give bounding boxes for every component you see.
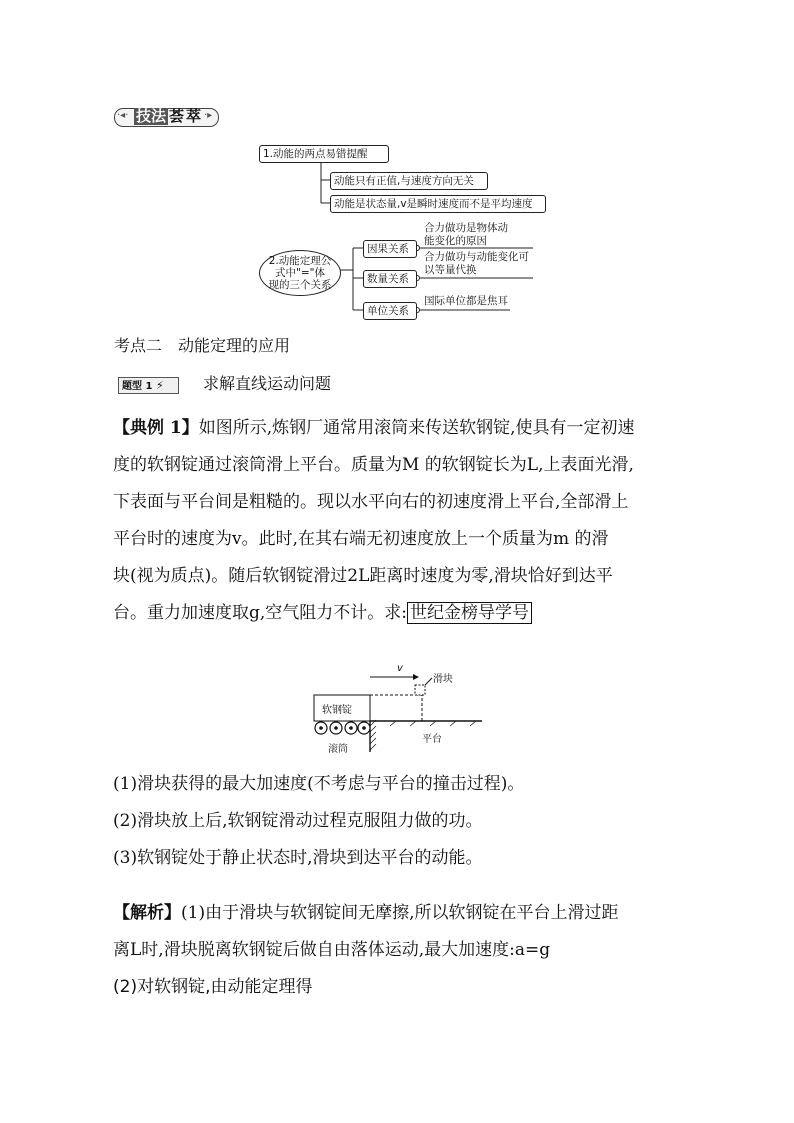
node2-line-3: 现的三个关系 — [268, 279, 332, 291]
lightning-icon: ⚡ — [155, 379, 164, 392]
relation-quantity-desc — [424, 251, 529, 277]
section-title: 考点二 动能定理的应用 — [114, 336, 291, 355]
mindmap-node-1-child-2: 动能是状态量,v是瞬时速度而不是平均速度 — [330, 195, 546, 213]
example-line-1 — [113, 410, 683, 447]
example-text-6: 台。重力加速度取g,空气阻力不计。求: — [113, 603, 408, 623]
banner-dots-right: ·▸ — [204, 110, 213, 121]
banner-highlight: 技法 — [136, 107, 167, 125]
example-text-1: 如图所示,炼钢厂通常用滚筒来传送软钢锭,使具有一定初速 — [198, 418, 635, 438]
mindmap-node-1: 1.动能的两点易错提醒 — [259, 145, 389, 163]
solution-line-2: 离L时,滑块脱离软钢锭后做自由落体运动,最大加速度:a=g — [113, 940, 551, 960]
solution-label: 【解析】 — [113, 903, 181, 923]
question-3: (3)软钢锭处于静止状态时,滑块到达平台的动能。 — [113, 848, 483, 868]
node2-line-2: 式中"="体 — [275, 267, 325, 279]
node2-line-1: 2.动能定理公 — [268, 255, 332, 267]
mindmap-node-2 — [259, 250, 341, 296]
cause-desc-1: 合力做功是物体动 — [424, 222, 508, 234]
cause-desc-2: 能变化的原因 — [424, 235, 487, 247]
example-line-2: 度的软钢锭通过滚筒滑上平台。质量为M 的软钢锭长为L,上表面光滑, — [113, 455, 634, 475]
type-title: 求解直线运动问题 — [203, 374, 332, 393]
relation-cause-desc — [424, 222, 508, 248]
mindmap-node-1-child-1: 动能只有正值,与速度方向无关 — [330, 172, 488, 190]
question-1: (1)滑块获得的最大加速度(不考虑与平台的撞击过程)。 — [113, 774, 525, 794]
example-line-4: 平台时的速度为v。此时,在其右端无初速度放上一个质量为m 的滑 — [113, 529, 609, 549]
figure — [300, 660, 500, 760]
platform-label: 平台 — [422, 734, 442, 745]
solution-line-3: (2)对软钢锭,由动能定理得 — [113, 977, 313, 997]
example-line-5: 块(视为质点)。随后软钢锭滑过2L距离时速度为零,滑块恰好到达平 — [113, 566, 613, 586]
mindmap — [0, 0, 794, 330]
type-badge-label: 题型 1 — [122, 381, 153, 392]
solution-text-1: (1)由于滑块与软钢锭间无摩擦,所以软钢锭在平台上滑过距 — [181, 903, 619, 923]
example-label: 【典例 1】 — [113, 418, 199, 438]
velocity-label: v — [397, 663, 403, 674]
type-badge — [118, 377, 179, 394]
relation-unit-desc — [424, 295, 508, 308]
relation-unit-label: 单位关系 — [363, 302, 417, 320]
example-line-3: 下表面与平台间是粗糙的。现以水平向右的初速度滑上平台,全部滑上 — [113, 492, 629, 512]
question-2: (2)滑块放上后,软钢锭滑动过程克服阻力做的功。 — [113, 811, 483, 831]
quantity-desc-1: 合力做功与动能变化可 — [424, 251, 529, 263]
roller-label: 滚筒 — [328, 744, 348, 755]
example-line-6 — [113, 595, 683, 632]
quantity-desc-2: 以等量代换 — [424, 264, 477, 276]
source-tag: 世纪金榜导学号 — [407, 602, 532, 624]
solution — [113, 895, 683, 1006]
solution-line-1 — [113, 895, 683, 932]
banner-rest: 荟萃 — [169, 107, 204, 125]
example-paragraph — [113, 410, 683, 632]
unit-desc-1: 国际单位都是焦耳 — [424, 295, 508, 307]
banner-dots-left: ·◂· — [117, 110, 129, 121]
ingot-label: 软钢锭 — [322, 705, 352, 716]
slider-label: 滑块 — [433, 674, 453, 685]
questions — [113, 766, 683, 877]
relation-quantity-label: 数量关系 — [363, 270, 417, 288]
relation-cause-label: 因果关系 — [363, 240, 417, 258]
